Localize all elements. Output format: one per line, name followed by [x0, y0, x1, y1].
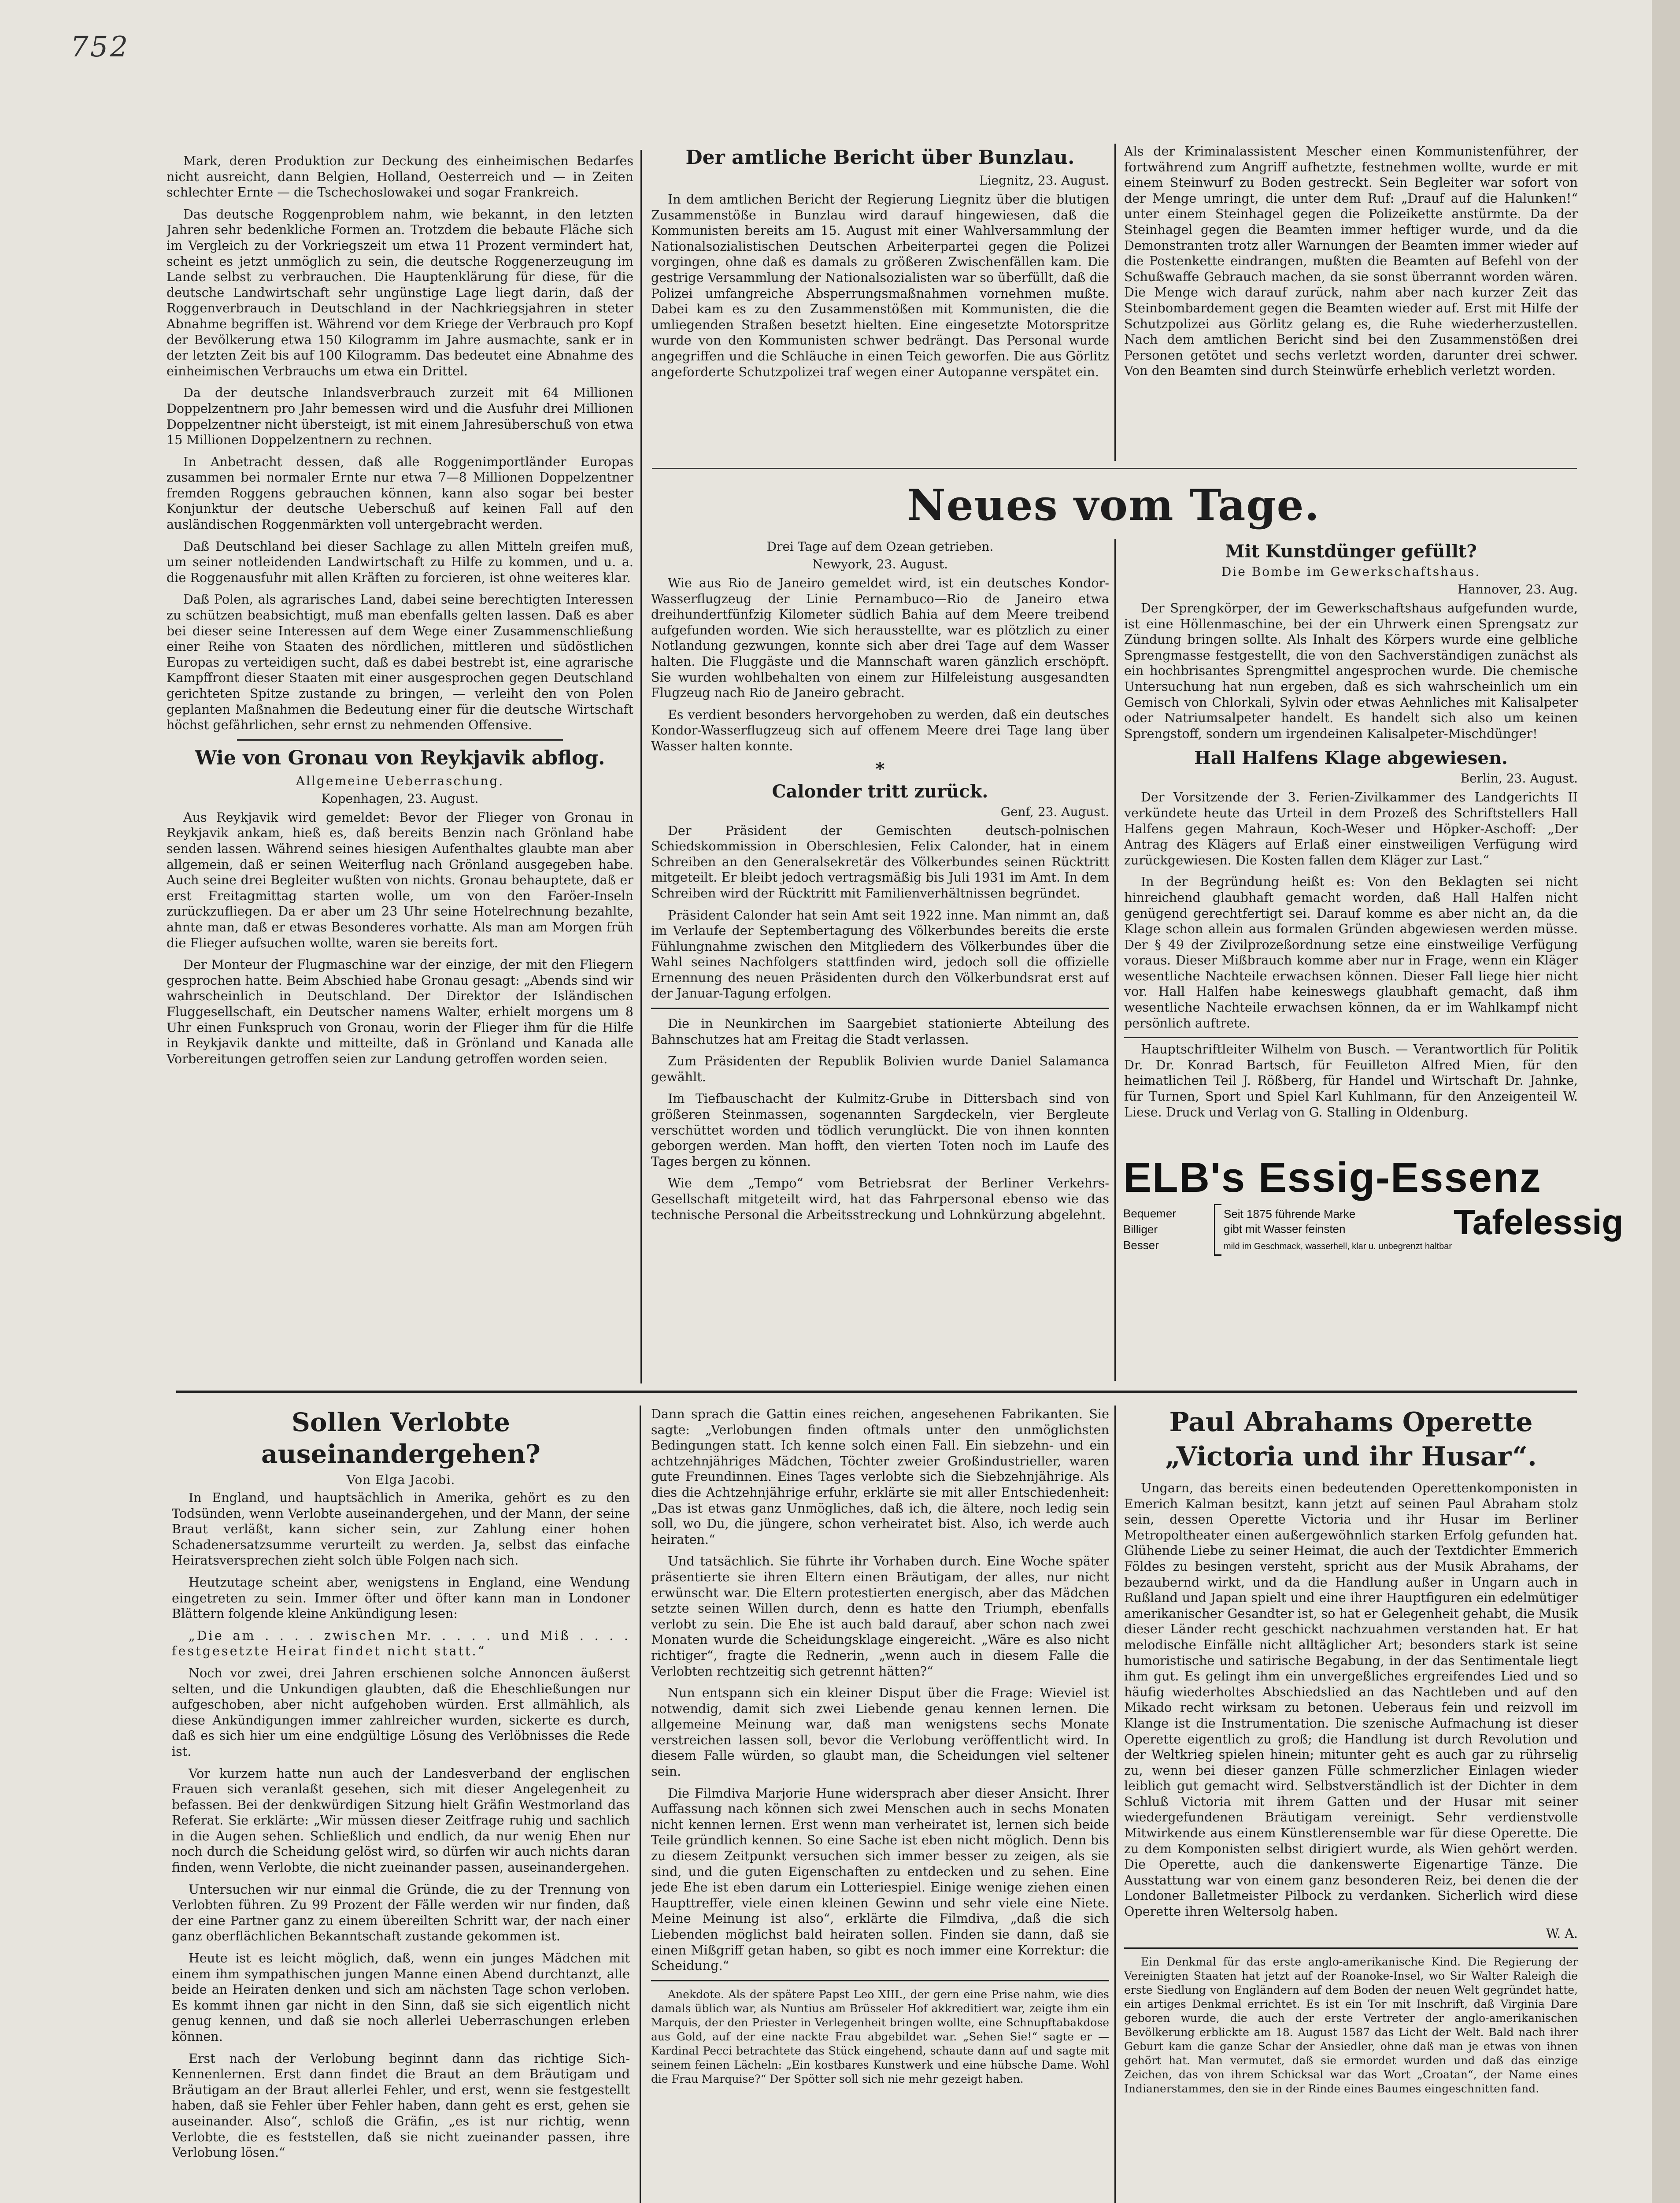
paragraph: Das deutsche Roggenproblem nahm, wie bekannt, in den letzten Jahren sehr bedenkliche Formen an. Trotzdem die bebaute Fläche sich im Vergleich zu der Vorkriegszeit um etwa 11 Prozent vermindert hat, scheint es jetzt unmöglich zu sein, die deutsche Roggenerzeugung im Lande selbst zu verbrauchen. Die Hauptenklärung für diese, für die deutsche Landwirtschaft sehr ungünstige Lage liegt darin, daß der Roggenverbrauch in Deutschland in der Nachkriegsjahren in steter Abnahme begriffen ist. Während vor dem Kriege der Verbrauch pro Kopf der Bevölkerung etwa 150 Kilogramm im Jahre ausmachte, sank er in der letzten Zeit bis auf 100 Kilogramm. Das bedeutet eine Abnahme des einheimischen Verbrauchs um etwa ein Drittel. [167, 206, 633, 378]
paragraph: In England, und hauptsächlich in Amerika, gehört es zu den Todsünden, wenn Verlobte auseinandergehen, und der Mann, der seine Braut verläßt, kann sicher sein, zur Zahlung einer hohen Schadenersatzsumme verurteilt zu werden. Ja, selbst das einfache Heiratsversprechen zieht solch üble Folgen nach sich. [172, 1490, 630, 1568]
paragraph: Und tatsächlich. Sie führte ihr Vorhaben durch. Eine Woche später präsentierte sie ihren Eltern einen Bräutigam, der alles, nur nicht erwünscht war. Die Eltern protestierten energisch, aber das Mädchen setzte seinen Willen durch, denn es hatte den Triumph, ebenfalls verlobt zu sein. Die Ehe ist auch bald darauf, aber schon nach zwei Monaten wurde die Scheidungsklage eingereicht. „Wäre es also nicht richtiger“, fragte die Rednerin, „wenn auch in diesem Falle die Verlobten rechtzeitig sich getrennt hätten?“ [651, 1554, 1109, 1679]
article-subtitle: „Victoria und ihr Husar“. [1165, 1441, 1537, 1472]
paragraph: Erst nach der Verlobung beginnt dann das richtige Sich-Kennenlernen. Erst dann findet die Braut an dem Bräutigam und Bräutigam an der Braut allerlei Fehler, und erst, wenn sie festgestellt haben, daß sie Fehler über Fehler haben, dann geht es erst, gehen sie auseinander. Also“, schloß die Gräfin, „es ist nur richtig, wenn Verlobte, die es feststellen, daß sie nicht zueinander passen, ihre Verlobung lösen.“ [172, 2051, 630, 2160]
column-verlobte-cont [651, 1406, 1109, 2203]
paragraph: Dann sprach die Gattin eines reichen, angesehenen Fabrikanten. Sie sagte: „Verlobungen finden oftmals unter den unmöglichsten Bedingungen statt. Ich kenne solch einen Fall. Ein siebzehn- und ein achtzehnjähriges Mädchen, Töchter zweier Großindustrieller, waren gute Freundinnen. Eines Tages verlobte sich die Siebzehnjährige. Als dies die Achtzehnjährige erfuhr, erklärte sie mit aller Entschiedenheit: „Das ist etwas ganz Unmögliches, daß ich, die ältere, noch ledig sein soll, wo Du, die jüngere, schon verheiratet bist. Also, ich werde auch heiraten.“ [651, 1406, 1109, 1547]
column-roggen [167, 153, 633, 1374]
divider [651, 1980, 1109, 1981]
ad-brace [1214, 1204, 1221, 1256]
paragraph: Daß Polen, als agrarisches Land, dabei seine berechtigten Interessen zu schützen beabsichtigt, muß man ebenfalls gelten lassen. Daß es aber bei dieser seine Interessen auf dem Wege einer Zusammenschließung einer Reihe von Staaten des nördlichen, mittleren und südöstlichen Europas zu verteidigen sucht, daß es dabei bestrebt ist, eine agrarische Kampffront dieser Staaten mit einer ausgesprochen gegen Deutschland gerichteten Spitze zustande zu bringen, — verleiht den von Polen geplanten Maßnahmen die Bedeutung einer für die deutsche Wirtschaft höchst gefährlichen, sehr ernst zu nehmenden Offensive. [167, 592, 633, 733]
paragraph: Daß Deutschland bei dieser Sachlage zu allen Mitteln greifen muß, um seiner notleidenden Landwirtschaft zu Hilfe zu kommen, und u. a. die Roggenausfuhr mit allen Kräften zu forcieren, ist ohne weiteres klar. [167, 538, 633, 585]
paragraph: Noch vor zwei, drei Jahren erschienen solche Annoncen äußerst selten, und die Unkundigen glaubten, daß die Eheschließungen nur aufgeschoben, aber nicht aufgehoben würden. Erst allmählich, als diese Ankündigungen immer zahlreicher wurden, sickerte es durch, daß es sich hier um eine endgültige Lösung des Verlöbnisses die Rede ist. [172, 1665, 630, 1759]
divider [237, 739, 563, 741]
paragraph: Da der deutsche Inlandsverbrauch zurzeit mit 64 Millionen Doppelzentnern pro Jahr bemessen wird und die Ausfuhr drei Millionen Doppelzentner nicht übersteigt, ist mit einem Jahresüberschuß von etwa 15 Millionen Doppelzentnern zu rechnen. [167, 385, 633, 448]
paragraph: Mark, deren Produktion zur Deckung des einheimischen Bedarfes nicht ausreicht, dann Belgien, Holland, Oesterreich und — in Zeiten schlechter Ernte — die Tschechoslowakei und sogar Frankreich. [167, 153, 633, 200]
paragraph: Wie dem „Tempo“ vom Betriebsrat der Berliner Verkehrs-Gesellschaft mitgeteilt wird, hat das Fahrpersonal ebenso wie das technische Personal die Arbeitsstreckung und Lohnkürzung abgelehnt. [651, 1176, 1109, 1222]
paragraph: Heute ist es leicht möglich, daß, wenn ein junges Mädchen mit einem ihm sympathischen jungen Manne einen Abend durchtanzt, alle beide an Heiraten denken und sich am nächsten Tage schon verloben. Es kommt ihnen gar nicht in den Sinn, daß sie sich eigentlich nicht genug kennen, und daß sie noch allerlei Ueberraschungen erleben können. [172, 1951, 630, 2044]
column-rule [640, 150, 642, 1383]
roggen-paragraphs [167, 153, 633, 733]
article-title: Paul Abrahams Operette [1169, 1407, 1533, 1438]
section-rule [652, 468, 1577, 469]
divider [1124, 1037, 1578, 1038]
paragraph: Zum Präsidenten der Republik Bolivien wurde Daniel Salamanca gewählt. [651, 1053, 1109, 1084]
article-title: Sollen Verlobte auseinandergehen? [261, 1407, 540, 1469]
paragraph: Der Sprengkörper, der im Gewerkschaftshaus aufgefunden wurde, ist eine Höllenmaschine, bei der ein Uhrwerk einen Sprengsatz zur Zündung bringen sollte. Als Inhalt des Körpers wurde eine gelbliche Sprengmasse festgestellt, die von den Sachverständigen zunächst als ein hochbrisantes Sprengmittel angesprochen wurde. Die chemische Untersuchung hat nun ergeben, daß es sich wahrscheinlich um ein Gemisch von Chlorkali, Sylvin oder etwas Aehnliches mit Kalisalpeter oder Natriumsalpeter handelt. Es handelt sich also um keinen Sprengstoff, sondern um irgendeinen Kalisalpeter-Mischdünger! [1124, 601, 1578, 741]
paragraph: Der Präsident der Gemischten deutsch-polnischen Schiedskommission in Oberschlesien, Felix Calonder, hat in einem Schreiben an den Generalsekretär des Völkerbundes seinen Rücktritt mitgeteilt. Er bleibt jedoch vertragsmäßig bis Juli 1931 im Amt. In dem Schreiben wird der Rücktritt mit Familienverhältnissen begründet. [651, 823, 1109, 901]
ad-title: ELB's Essig-Essenz [1123, 1154, 1542, 1201]
article-title: Calonder tritt zurück. [772, 781, 988, 802]
paragraph: Ein Denkmal für das erste anglo-amerikanische Kind. Die Regierung der Vereinigten Staaten hat jetzt auf der Roanoke-Insel, wo Sir Walter Raleigh die erste Siedlung von Engländern auf dem Boden der neuen Welt gegründet hatte, ein artiges Denkmal errichtet. Es ist ein Tor mit Inschrift, daß Virginia Dare geboren wurde, die auch der erste Vertreter der anglo-amerikanischen Bevölkerung erblickte am 18. August 1587 das Licht der Welt. Bald nach ihrer Geburt kam die ganze Schar der Ansiedler, ohne daß man je etwas von ihnen gehört hat. Man vermutet, daß sie ermordet wurden und daß das einzige Zeichen, das von ihrem Schicksal war das Wort „Croatan“, der Name eines Indianerstammes, den sie in der Rinde eines Baumes eingeschnitten fand. [1124, 1955, 1578, 2095]
ad-slogan-line: Besser [1123, 1239, 1159, 1252]
article-dateline: Hannover, 23. Aug. [1457, 582, 1578, 597]
column-rule [1114, 539, 1116, 1381]
paragraph: Untersuchen wir nur einmal die Gründe, die zu der Trennung von Verlobten führen. Zu 99 Prozent der Fälle werden wir nur finden, daß der eine Partner ganz zu einem übereilten Schritt war, der nach einer ganz oberflächlichen Bekanntschaft zustande gekommen ist. [172, 1881, 630, 1944]
column-verlobte [172, 1406, 630, 2203]
paragraph: Wie aus Rio de Janeiro gemeldet wird, ist ein deutsches Kondor-Wasserflugzeug der Linie Pernambuco—Rio de Janeiro etwa dreihundertfünfzig Kilometer südlich Bahia auf dem Meere treibend aufgefunden worden. Wie sich herausstellte, war es plötzlich zu einer Notlandung gezwungen, konnte sich aber drei Tage auf dem Wasser halten. Die Fluggäste und die Mannschaft waren gänzlich erschöpft. Sie wurden wohlbehalten von einem zur Hilfeleistung ausgesandten Flugzeug nach Rio de Janeiro gebracht. [651, 575, 1109, 701]
column-rule [1114, 1406, 1116, 2203]
page-binding-edge [1652, 0, 1680, 2203]
column-neues-left [651, 539, 1109, 1381]
article-byline: Die Bombe im Gewerkschaftshaus. [1221, 564, 1481, 579]
column-neues-right [1124, 537, 1578, 1145]
ad-tagline-line: gibt mit Wasser feinsten [1224, 1222, 1346, 1235]
paragraph: Aus Reykjavik wird gemeldet: Bevor der Flieger von Gronau in Reykjavik ankam, hieß es, daß bereits Benzin nach Grönland habe senden lassen. Während seines hiesigen Aufenthaltes glaubte man aber allgemein, daß er seinen Weiterflug nach Grönland ausgegeben habe. Auch seine drei Begleiter wußten von nichts. Gronau behauptete, daß er erst Freitagmittag starten wolle, um von den Faröer-Inseln zurückzufliegen. Da er aber um 23 Uhr seine Hotelrechnung bezahlte, ahnte man, daß er etwas Besonderes vorhatte. Als man am Morgen früh die Flieger aufsuchen wollte, waren sie bereits fort. [167, 809, 633, 950]
paragraph: Es verdient besonders hervorgehoben zu werden, daß ein deutsches Kondor-Wasserflugzeug sich auf offenem Meere drei Tage lang über Wasser halten konnte. [651, 707, 1109, 753]
paragraph: Der Vorsitzende der 3. Ferien-Zivilkammer des Landgerichts II verkündete heute das Urteil in dem Prozeß des Schriftstellers Hall Halfens gegen Mahraun, Koch-Weser und Höpker-Aschoff: „Der Antrag des Klägers auf Erlaß einer einstweiligen Verfügung wird zurückgewiesen. Die Kosten fallen dem Kläger zur Last.“ [1124, 790, 1578, 868]
ad-slogan [1123, 1205, 1216, 1253]
page-number: 752 [70, 31, 130, 63]
divider [1124, 1947, 1578, 1949]
article-title: Der amtliche Bericht über Bunzlau. [685, 146, 1075, 169]
article-dateline: Newyork, 23. August. [812, 557, 948, 571]
article-title: Hall Halfens Klage abgewiesen. [1194, 748, 1508, 769]
article-title: Mit Kunstdünger gefüllt? [1225, 541, 1477, 562]
article-byline: Drei Tage auf dem Ozean getrieben. [766, 539, 994, 554]
column-bunzlau-cont [1124, 144, 1578, 461]
article-title: Wie von Gronau von Reykjavik abflog. [195, 746, 605, 769]
ad-slogan-line: Billiger [1123, 1223, 1158, 1236]
paragraph: In Anbetracht dessen, daß alle Roggenimportländer Europas zusammen bei normaler Ernte nur etwa 7—8 Millionen Doppelzentner fremden Roggens gebrauchen können, kann also sogar bei bester Konjunktur der deutsche Ueberschuß auf keinen Fall auf den ausländischen Roggenmärkten voll untergebracht werden. [167, 454, 633, 532]
imprint: Hauptschriftleiter Wilhelm von Busch. — Verantwortlich für Politik Dr. Dr. Konrad Bartsch, für Feuilleton Alfred Mien, für den heimatlichen Teil J. Rößberg, für Handel und Wirtschaft Dr. Jahnke, für Turnen, Sport und Spiel Karl Kuhlmann, für den Anzeigenteil W. Liese. Druck und Verlag von G. Stalling in Oldenburg. [1124, 1042, 1578, 1120]
column-rule [1114, 144, 1116, 461]
paragraph: In der Begründung heißt es: Von den Beklagten sei nicht hinreichend glaubhaft gemacht worden, daß Hall Halfen nicht genügend gerechtfertigt sei. Darauf komme es aber nicht an, da die Klage schon allein aus formalen Gründen abgewiesen werden müsse. Der § 49 der Zivilprozeßordnung setze eine einstweilige Verfügung voraus. Dieser Mißbrauch komme aber nur in Frage, wenn ein Kläger wesentliche Nachteile erwachsen können. Dieser Fall liege hier nicht vor. Hall Halfen habe keineswegs glaubhaft gemacht, daß ihm wesentliche Nachteile erwachsen können, da er im Wahlkampf nicht persönlich auftrete. [1124, 874, 1578, 1031]
ad-footnote: mild im Geschmack, wasserhell, klar u. unbegrenzt haltbar [1224, 1242, 1452, 1251]
article-dateline: Kopenhagen, 23. August. [321, 791, 479, 806]
paragraph: „Die am . . . . zwischen Mr. . . . . und Miß . . . . festgesetzte Heirat findet nicht statt.“ [172, 1628, 630, 1659]
paragraph: Im Tiefbauschacht der Kulmitz-Grube in Dittersbach sind von größeren Steinmassen, sogenannten Sargdeckeln, vier Bergleute verschüttet worden und tödlich verunglückt. Die von ihnen konnten geborgen werden. Man hofft, den vierten Toten noch im Laufe des Tages bergen zu können. [651, 1091, 1109, 1169]
paragraph: Vor kurzem hatte nun auch der Landesverband der englischen Frauen sich veranlaßt gesehen, sich mit dieser Angelegenheit zu befassen. Bei der denkwürdigen Sitzung hielt Gräfin Westmorland das Referat. Sie erklärte: „Wir müssen dieser Zeitfrage ruhig und sachlich in die Augen sehen. Schließlich und endlich, da nur wenig Ehen nur noch durch die Scheidung gelöst wird, so dürfen wir auch nichts daran finden, wenn Verlobte, die nicht zueinander passen, auseinandergehen. [172, 1765, 630, 1875]
paragraph: Der Monteur der Flugmaschine war der einzige, der mit den Fliegern gesprochen hatte. Beim Abschied habe Gronau gesagt: „Abends sind wir wahrscheinlich in Deutschland. Der Direktor der Isländischen Fluggesellschaft, ein Deutscher namens Walter, erhielt morgens um 8 Uhr einen Funkspruch von Gronau, worin der Flieger ihm für die Hilfe in Reykjavik dankte und mitteilte, daß in Grönland und Kanada alle Vorbereitungen getroffen seien zur Landung getroffen worden seien. [167, 957, 633, 1066]
paragraph: In dem amtlichen Bericht der Regierung Liegnitz über die blutigen Zusammenstöße in Bunzlau wird darauf hingewiesen, daß die Kommunisten bereits am 15. August mit einer Wahlversammlung der Nationalsozialistischen Deutschen Arbeiterpartei gegen die Polizei vorgingen, ohne daß es damals zu größeren Zwischenfällen kam. Die gestrige Versammlung der Nationalsozialisten war so überfüllt, daß die Polizei umfangreiche Absperrungsmaßnahmen vornehmen mußte. Dabei kam es zu den Zusammenstößen mit Kommunisten, die die umliegenden Straßen besetzt hielten. Eine eingesetzte Motorspritze wurde von den Kommunisten schwer bedrängt. Das Personal wurde angegriffen und die Schläuche in einen Teich geworfen. Die aus Görlitz angeforderte Schutzpolizei traf wegen einer Autopanne verspätet ein. [651, 192, 1109, 379]
article-dateline: Genf, 23. August. [1000, 804, 1109, 819]
signature: W. A. [1546, 1925, 1578, 1941]
column-operette [1124, 1406, 1578, 2203]
paragraph: Ungarn, das bereits einen bedeutenden Operettenkomponisten in Emerich Kalman besitzt, kann jetzt auf seinen Paul Abraham stolz sein, dessen Operette Victoria und ihr Husar im Berliner Metropoltheater einen außergewöhnlich starken Erfolg gefunden hat. Glühende Liebe zu seiner Heimat, die auch der Textdichter Emmerich Földes zu besingen versteht, spricht aus der Musik Abrahams, der bezaubernd wirkt, und da die Handlung außer in Ungarn auch in Rußland und Japan spielt und eine ihrer Hauptfiguren ein edelmütiger amerikanischer Gesandter ist, so hat er Gelegenheit gehabt, die Musik dieser Länder recht geschickt nachzuahmen verstanden hat. Er hat melodische Einfälle nicht alltäglicher Art; besonders stark ist seine humoristische und satirische Begabung, in der das Sentimentale liegt ihm gut. Es gelingt ihm ein unvergeßliches ergreifendes Lied und so häufig wiederholtes Abschiedslied an das Nachtleben und auf den Mikado recht wirksam zu betonen. Ueberaus fein und reizvoll im Klange ist die Instrumentation. Die szenische Aufmachung ist dieser Operette eigentlich zu groß; die Handlung ist durch Revolution und der Weltkrieg spielen hinein; mitunter geht es auch gar zu rührselig zu, wenn bei dieser ganzen Fülle schmerzlicher Einlagen wieder leiblich gut gemacht wird. Selbstverständlich ist der Dichter in dem Schluß Victoria mit ihrem Gatten und der Husar mit seiner wiedergefundenen Bräutigam vereinigt. Sehr verdienstvolle Mitwirkende aus einem Künstlerensemble war für diese Operette. Die zu dem Komponisten selbst dirigiert wurde, als Wien gehört werden. Die Operette, auch die dankenswerte Eigenartige Tänze. Die Ausstattung war von einem ganz besonderen Reiz, bei denen die der Londoner Balletmeister Pilbock zu verdanken. Sicherlich wird diese Operette ihren Weltersolg haben. [1124, 1480, 1578, 1919]
anecdote: Anekdote. Als der spätere Papst Leo XIII., der gern eine Prise nahm, wie dies damals üblich war, als Nuntius am Brüsseler Hof akkreditiert war, zeigte ihm ein Marquis, der den Priester in Verlegenheit bringen wollte, eine Schnupftabakdose aus Gold, auf der eine nackte Frau abgebildet war. „Sehen Sie!“ sagte er — Kardinal Pecci betrachtete das Stück eingehend, schaute dann auf und sagte mit seinem feinen Lächeln: „Ein kostbares Kunstwerk und eine hübsche Dame. Wohl die Frau Marquise?“ Der Spötter soll sich nie mehr gezeigt haben. [651, 1988, 1109, 2085]
paragraph: Die in Neunkirchen im Saargebiet stationierte Abteilung des Bahnschutzes hat am Freitag die Stadt verlassen. [651, 1016, 1109, 1047]
advertisement-essig [1123, 1153, 1624, 1274]
article-dateline: Liegnitz, 23. August. [979, 173, 1109, 188]
ad-tagline [1224, 1206, 1453, 1236]
column-bunzlau [651, 144, 1109, 461]
section-title: Neues vom Tage. [907, 480, 1321, 530]
separator-star: * [875, 758, 885, 779]
article-dateline: Berlin, 23. August. [1460, 771, 1578, 786]
ad-product: Tafelessig [1454, 1202, 1624, 1242]
ad-tagline-line: Seit 1875 führende Marke [1224, 1207, 1356, 1220]
article-byline: Allgemeine Ueberraschung. [296, 773, 504, 788]
section-header [651, 480, 1576, 538]
feuilleton-rule [176, 1391, 1577, 1393]
paragraph: Nun entspann sich ein kleiner Disput über die Frage: Wieviel ist notwendig, damit sich zwei Liebende genau kennen lernen. Die allgemeine Meinung war, daß man wenigstens sechs Monate verstreichen lassen soll, bevor die Verlobung veröffentlicht wird. In diesem Falle würden, so glaubt man, die Scheidungen viel seltener sein. [651, 1685, 1109, 1779]
paragraph: Die Filmdiva Marjorie Hune widersprach aber dieser Ansicht. Ihrer Auffassung nach können sich zwei Menschen auch in sechs Monaten nicht kennen lernen. Erst wenn man verheiratet ist, lernen sich beide Teile gründlich kennen. So eine Sache ist eben nicht möglich. Denn bis zu diesem Zeitpunkt versuchen sich immer besser zu zeigen, als sie sind, und die guten Eigenschaften zu entdecken und zu sehen. Eine jede Ehe ist eben darum ein Lotteriespiel. Einige wenige ziehen einen Haupttreffer, viele einen kleinen Gewinn und sehr viele eine Niete. Meine Meinung ist also“, erklärte die Filmdiva, „daß die sich Liebenden möglichst bald heiraten sollen. Finden sie dann, daß sie einen Mißgriff getan haben, so gibt es noch immer eine Korrektur: die Scheidung.“ [651, 1785, 1109, 1973]
ad-slogan-line: Bequemer [1123, 1207, 1176, 1220]
paragraph: Als der Kriminalassistent Mescher einen Kommunistenführer, der fortwährend zum Angriff aufhetzte, festnehmen wollte, wurde er mit einem Steinwurf zu Boden gestreckt. Sein Begleiter war sofort von der Menge umringt, die unter dem Ruf: „Drauf auf die Halunken!“ unter einem Steinhagel gegen die Polizeikette anstürmte. Da der Steinhagel gegen die Beamten immer heftiger wurde, und da die Demonstranten trotz aller Warnungen der Beamten immer wieder auf die Postenkette eindrangen, mußten die Beamten auf Befehl von der Schußwaffe Gebrauch machen, da sie sonst überrannt worden wären. Die Menge wich darauf zurück, nahm aber nach kurzer Zeit das Steinbombardement gegen die Beamten wieder auf. Erst mit Hilfe der Schutzpolizei aus Görlitz gelang es, die Ruhe wiederherzustellen. Nach dem amtlichen Bericht sind bei den Zusammenstößen drei Personen getötet und sechs verletzt worden, darunter drei schwer. Von den Beamten sind durch Steinwürfe erheblich verletzt worden. [1124, 144, 1578, 378]
paragraph: Heutzutage scheint aber, wenigstens in England, eine Wendung eingetreten zu sein. Immer öfter und öfter kann man in Londoner Blättern folgende kleine Ankündigung lesen: [172, 1574, 630, 1621]
column-rule [640, 1406, 641, 2203]
divider [651, 1008, 1109, 1009]
paragraph: Präsident Calonder hat sein Amt seit 1922 inne. Man nimmt an, daß im Verlaufe der Septembertagung des Völkerbundes bereits die erste Fühlungnahme zwischen den Mitgliedern des Völkerbundes über die Wahl seines Nachfolgers stattfinden wird, jedoch soll die offizielle Ernennung des neuen Präsidenten durch den Völkerbundsrat erst auf der Januar-Tagung erfolgen. [651, 907, 1109, 1001]
article-byline: Von Elga Jacobi. [346, 1472, 455, 1487]
